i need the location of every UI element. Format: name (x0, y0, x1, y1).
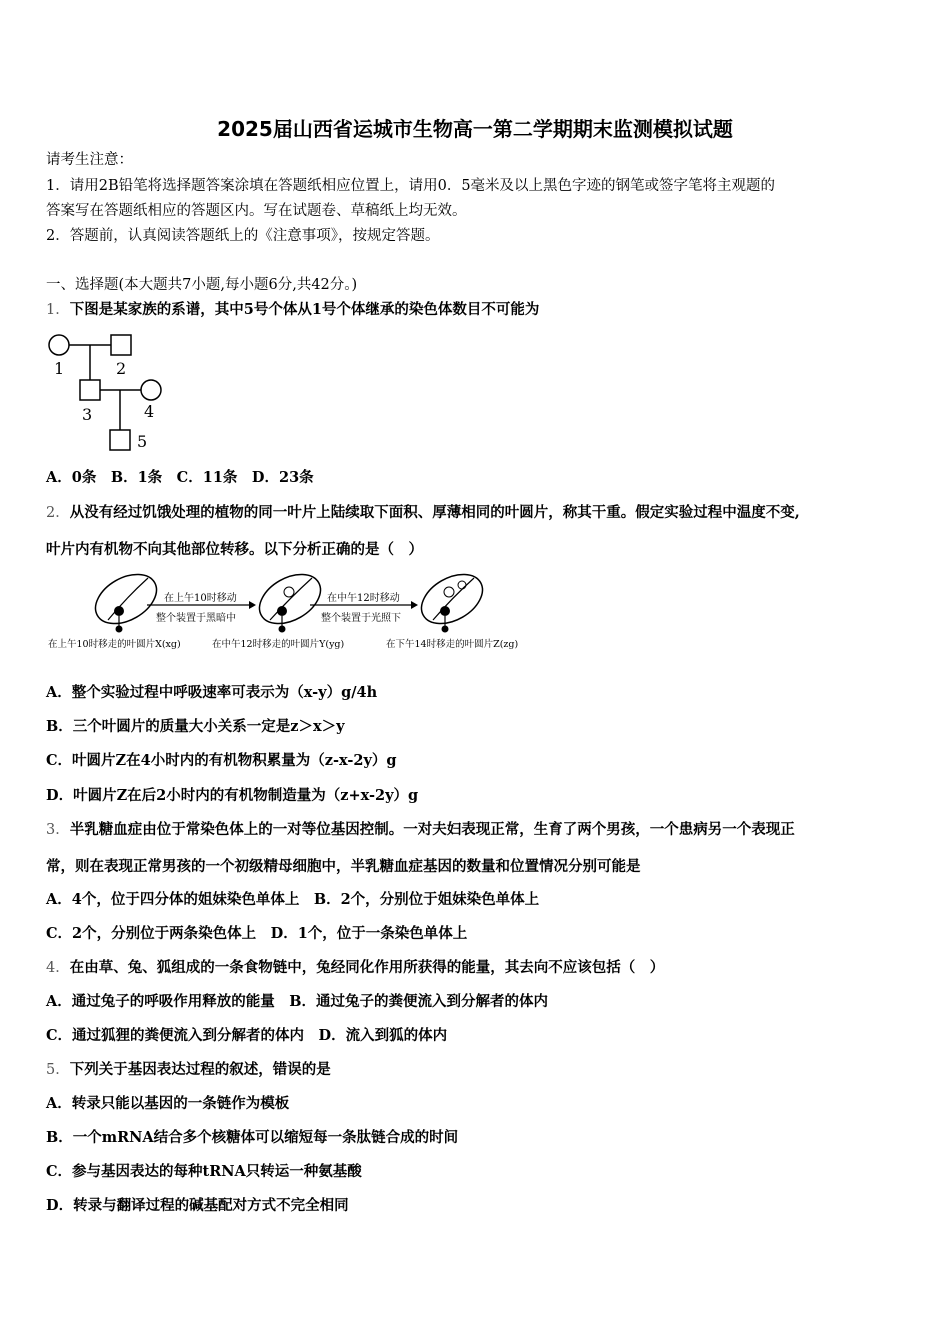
notice-line-3: 2．答题前，认真阅读答题纸上的《注意事项》，按规定答题。 (46, 228, 440, 244)
q5-option-c: C．参与基因表达的每种tRNA只转运一种氨基酸 (46, 1163, 362, 1180)
q5-option-b: B．一个mRNA结合多个核糖体可以缩短每一条肽链合成的时间 (46, 1129, 459, 1146)
pedigree-diagram (44, 330, 174, 455)
question-number: 2． (46, 505, 70, 521)
pedigree-label-4: 4 (144, 402, 155, 421)
q5-option-a: A．转录只能以基因的一条链作为模板 (46, 1095, 290, 1112)
q4-options-ab: A．通过兔子的呼吸作用释放的能量 B．通过兔子的粪便流入到分解者的体内 (46, 993, 549, 1010)
arrow-1-top-label: 在上午10时移动 (164, 593, 237, 604)
leaf-2-caption: 在中午12时移走的叶圆片Y(yg) (212, 639, 345, 650)
pedigree-label-1: 1 (54, 359, 65, 378)
q4-options-cd: C．通过狐狸的粪便流入到分解者的体内 D．流入到狐的体内 (46, 1027, 448, 1044)
arrow-2-top-label: 在中午12时移动 (327, 593, 400, 604)
leaf-1 (87, 568, 165, 634)
notice-line-1: 1．请用2B铅笔将选择题答案涂填在答题纸相应位置上，请用0．5毫米及以上黑色字迹的钢笔或签字笔将主观题的 (46, 178, 776, 194)
question-2-line-2: 叶片内有机物不向其他部位转移。以下分析正确的是（ ） (46, 541, 423, 558)
question-1 (46, 300, 539, 320)
page-title: 2025届山西省运城市生物高一第二学期期末监测模拟试题 (217, 117, 733, 141)
q3-options-cd: C．2个，分别位于两条染色体上 D．1个，位于一条染色单体上 (46, 925, 468, 942)
q3-options-ab: A．4个，位于四分体的姐妹染色单体上 B．2个，分别位于姐妹染色单体上 (46, 891, 540, 908)
q5-option-d: D．转录与翻译过程的碱基配对方式不完全相同 (46, 1197, 349, 1214)
q1-options: A．0条 B．1条 C．11条 D．23条 (46, 469, 314, 486)
leaf-1-caption: 在上午10时移走的叶圆片X(xg) (48, 639, 181, 650)
pedigree-individual-2 (111, 335, 131, 355)
pedigree-individual-3 (80, 380, 100, 400)
question-text: 从没有经过饥饿处理的植物的同一叶片上陆续取下面积、厚薄相同的叶圆片，称其干重。假定实验过程中温度不变, (69, 504, 800, 521)
leaf-2 (251, 568, 329, 634)
pedigree-label-3: 3 (82, 405, 93, 424)
notice-heading: 请考生注意： (46, 152, 133, 168)
q2-option-d: D．叶圆片Z在后2小时内的有机物制造量为（z+x-2y）g (46, 787, 419, 804)
question-text: 在由草、兔、狐组成的一条食物链中，兔经同化作用所获得的能量，其去向不应该包括（ ） (69, 959, 665, 976)
pedigree-individual-5 (110, 430, 130, 450)
leaf-disc-diagram (44, 568, 524, 656)
question-number: 3． (46, 822, 70, 838)
pedigree-label-5: 5 (137, 432, 148, 451)
leaf-3 (413, 568, 491, 634)
question-3-line-1 (46, 820, 795, 840)
leaf-3-caption: 在下午14时移走的叶圆片Z(zg) (386, 639, 519, 650)
question-4 (46, 958, 664, 978)
pedigree-individual-1 (49, 335, 69, 355)
q2-option-a: A．整个实验过程中呼吸速率可表示为（x-y）g/4h (46, 684, 378, 701)
pedigree-individual-4 (141, 380, 161, 400)
arrow-1-bottom-label: 整个装置于黑暗中 (156, 613, 236, 624)
question-3-line-2: 常，则在表现正常男孩的一个初级精母细胞中，半乳糖血症基因的数量和位置情况分别可能是 (46, 858, 641, 875)
q2-option-b: B．三个叶圆片的质量大小关系一定是z＞x＞y (46, 718, 345, 735)
question-number: 5． (46, 1062, 70, 1078)
question-number: 1． (46, 302, 70, 318)
question-number: 4． (46, 960, 70, 976)
q2-option-c: C．叶圆片Z在4小时内的有机物积累量为（z-x-2y）g (46, 752, 397, 769)
pedigree-label-2: 2 (116, 359, 127, 378)
question-text: 下列关于基因表达过程的叙述，错误的是 (69, 1061, 331, 1078)
question-5 (46, 1060, 331, 1080)
section-heading: 一、选择题(本大题共7小题,每小题6分,共42分。) (46, 277, 358, 293)
question-text: 下图是某家族的系谱，其中5号个体从1号个体继承的染色体数目不可能为 (69, 301, 540, 318)
notice-line-2: 答案写在答题纸相应的答题区内。写在试题卷、草稿纸上均无效。 (46, 203, 467, 219)
question-text: 半乳糖血症由位于常染色体上的一对等位基因控制。一对夫妇表现正常，生育了两个男孩，一个患病另一个表现正 (69, 821, 795, 838)
arrow-2-bottom-label: 整个装置于光照下 (321, 613, 401, 624)
question-2-line-1 (46, 503, 800, 523)
